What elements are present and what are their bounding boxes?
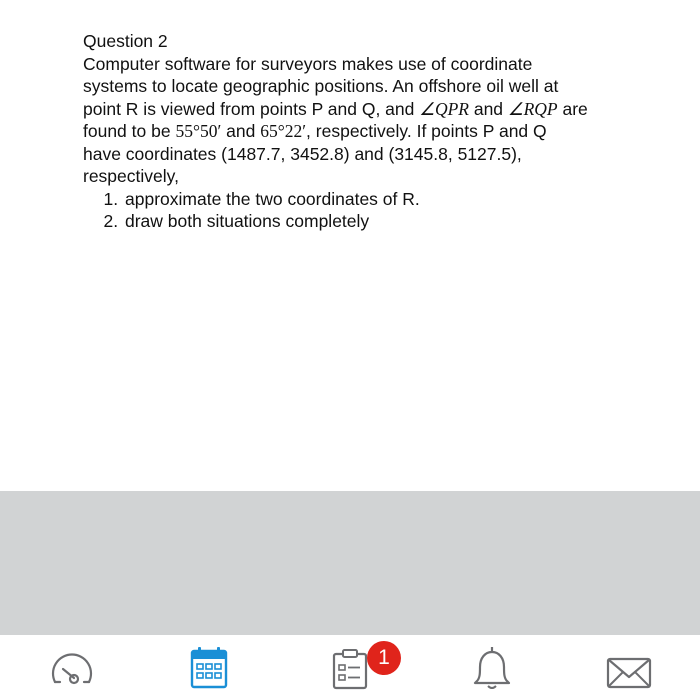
gray-panel — [0, 491, 700, 635]
question-line-2: systems to locate geographic positions. An offshore oil well at — [83, 76, 559, 96]
mail-icon — [604, 641, 654, 691]
notification-badge: 1 — [367, 641, 401, 675]
angle-value-1: 55°50′ — [175, 121, 222, 141]
question-text — [83, 30, 643, 233]
question-line-5: have coordinates (1487.7, 3452.8) and (3145.8, 5127.5), — [83, 143, 522, 164]
question-title: Question 2 — [83, 31, 168, 51]
text-span: point R is viewed from points P and Q, and — [83, 98, 420, 119]
tab-dashboard[interactable] — [47, 641, 97, 691]
text-span: are — [557, 98, 588, 119]
text-span: and — [468, 98, 508, 119]
task-item-1: 1. approximate the two coordinates of R. — [123, 188, 643, 211]
tab-messages[interactable] — [604, 641, 654, 691]
task-item-2: 2. draw both situations completely — [123, 210, 643, 233]
calendar-icon — [187, 641, 237, 691]
bottom-tab-bar — [0, 635, 700, 692]
text-span: , respectively. If points P and Q — [306, 121, 547, 141]
angle-value-2: 65°22′ — [260, 121, 307, 141]
bell-icon — [467, 641, 517, 691]
task-list — [83, 188, 643, 233]
question-line-4 — [83, 120, 643, 143]
question-line-6: respectively, — [83, 166, 179, 186]
tab-calendar[interactable] — [187, 641, 237, 691]
question-line-1: Computer software for surveyors makes use of coordinate — [83, 53, 533, 74]
text-span: found to be — [83, 121, 176, 141]
speedometer-icon — [47, 641, 97, 691]
angle-qpr: ∠QPR — [419, 98, 469, 119]
question-line-3 — [83, 98, 643, 121]
angle-rqp: ∠RQP — [507, 98, 558, 119]
tab-notifications[interactable] — [467, 641, 517, 691]
text-span: and — [221, 121, 261, 141]
